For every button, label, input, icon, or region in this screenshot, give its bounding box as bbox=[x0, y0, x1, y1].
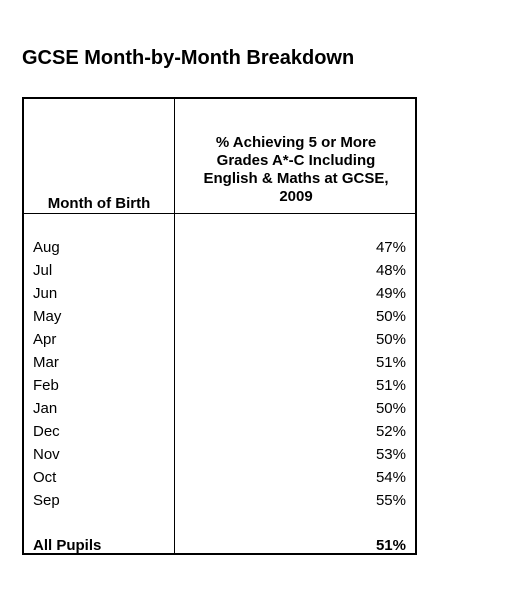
total-label: All Pupils bbox=[33, 537, 102, 554]
total-row bbox=[24, 537, 415, 557]
header-divider bbox=[24, 213, 415, 214]
data-table bbox=[22, 97, 417, 555]
month-cell: Dec bbox=[33, 423, 60, 440]
table-row bbox=[24, 239, 415, 262]
table-body bbox=[24, 239, 415, 515]
table-row bbox=[24, 446, 415, 469]
month-cell: May bbox=[33, 308, 62, 325]
percentage-cell: 54% bbox=[375, 469, 406, 486]
percentage-cell: 52% bbox=[375, 423, 406, 440]
percentage-header-line: 2009 bbox=[279, 188, 313, 205]
percentage-cell: 50% bbox=[375, 331, 406, 348]
month-cell: Jan bbox=[33, 400, 58, 417]
percentage-cell: 49% bbox=[375, 285, 406, 302]
table-row bbox=[24, 354, 415, 377]
month-cell: Jun bbox=[33, 285, 58, 302]
percentage-cell: 47% bbox=[375, 239, 406, 256]
table-row bbox=[24, 308, 415, 331]
month-column-header: Month of Birth bbox=[47, 195, 151, 212]
total-value: 51% bbox=[375, 537, 406, 554]
month-cell: Mar bbox=[33, 354, 59, 371]
percentage-cell: 50% bbox=[375, 308, 406, 325]
page-title: GCSE Month-by-Month Breakdown bbox=[22, 47, 355, 69]
table-row bbox=[24, 400, 415, 423]
month-cell: Nov bbox=[33, 446, 60, 463]
percentage-column-header bbox=[175, 134, 417, 206]
month-cell: Jul bbox=[33, 262, 53, 279]
month-cell: Aug bbox=[33, 239, 60, 256]
percentage-cell: 51% bbox=[375, 354, 406, 371]
percentage-header-line: Grades A*-C Including bbox=[216, 152, 376, 169]
month-cell: Sep bbox=[33, 492, 60, 509]
percentage-cell: 50% bbox=[375, 400, 406, 417]
table-row bbox=[24, 377, 415, 400]
percentage-cell: 51% bbox=[375, 377, 406, 394]
table-row bbox=[24, 262, 415, 285]
table-row bbox=[24, 331, 415, 354]
table-row bbox=[24, 285, 415, 308]
percentage-cell: 48% bbox=[375, 262, 406, 279]
month-cell: Oct bbox=[33, 469, 57, 486]
table-row bbox=[24, 492, 415, 515]
percentage-cell: 53% bbox=[375, 446, 406, 463]
table-row bbox=[24, 469, 415, 492]
month-cell: Apr bbox=[33, 331, 57, 348]
percentage-cell: 55% bbox=[375, 492, 406, 509]
table-row bbox=[24, 423, 415, 446]
percentage-header-line: % Achieving 5 or More bbox=[215, 134, 377, 151]
month-cell: Feb bbox=[33, 377, 59, 394]
percentage-header-line: English & Maths at GCSE, bbox=[203, 170, 389, 187]
